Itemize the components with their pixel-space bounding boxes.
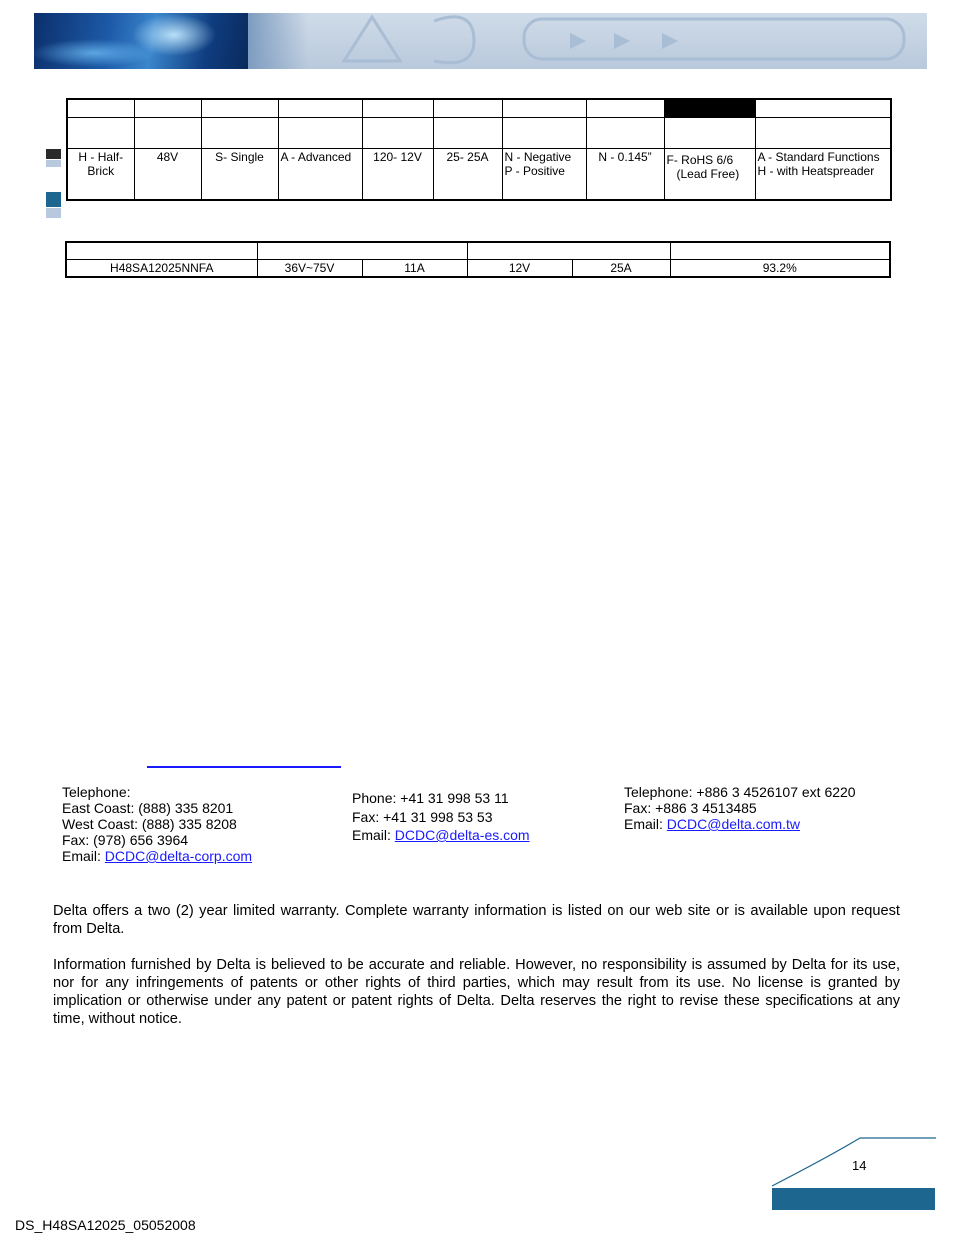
option-cell: [201, 149, 278, 201]
option-text: 25- 25A: [446, 150, 489, 164]
asia-fax: Fax: +886 3 4513485: [624, 800, 757, 816]
option-text: H - Half-: [78, 150, 124, 164]
document-id: DS_H48SA12025_05052008: [15, 1217, 196, 1233]
table-cell: [586, 99, 664, 118]
option-text: S- Single: [215, 150, 264, 164]
option-text: A - Advanced: [280, 150, 352, 164]
contact-europe: [352, 789, 530, 845]
side-swatch-light: [46, 160, 61, 167]
table-header-row: [66, 242, 890, 260]
table-cell: [664, 118, 755, 149]
table-cell: [755, 118, 891, 149]
model-table: [65, 241, 891, 278]
banner-fade: [248, 13, 308, 69]
americas-email-line: [62, 848, 252, 864]
table-cell: [755, 99, 891, 118]
disclaimer-paragraph: Information furnished by Delta is believed to be accurate and reliable. However, no responsibility is assumed by Delta for its use, nor for any infringements of patents or other rights of third parties, which may result from its use. No license is granted by implication or otherwise under any patent or patent rights of Delta. Delta reserves the right to revise these specifications at any time, without notice.: [53, 957, 900, 1027]
option-text: H - with Heatspreader: [757, 164, 875, 178]
table-cell: [66, 242, 257, 260]
table-header-row: [67, 99, 891, 118]
table-cell: [586, 118, 664, 149]
americas-east-coast: East Coast: (888) 335 8201: [62, 800, 234, 816]
table-cell: [433, 99, 502, 118]
input-voltage-cell: 36V~75V: [257, 260, 362, 278]
banner-photo: [34, 13, 248, 69]
contact-asia: [624, 784, 856, 832]
table-cell: [278, 99, 362, 118]
table-row: [67, 118, 891, 149]
option-cell: [67, 149, 134, 201]
option-cell: [755, 149, 891, 201]
option-text: F- RoHS 6/6: [666, 153, 734, 167]
asia-email-link[interactable]: DCDC@delta.com.tw: [666, 816, 801, 832]
table-cell: [134, 118, 201, 149]
table-cell: [362, 99, 433, 118]
table-cell: [257, 242, 467, 260]
option-text: A - Standard Functions: [757, 150, 880, 164]
side-swatch-light-2: [46, 208, 61, 218]
table-cell: [362, 118, 433, 149]
table-cell: [467, 242, 670, 260]
option-cell: [586, 149, 664, 201]
table-cell-highlighted: [664, 99, 755, 118]
table-cell: [502, 99, 586, 118]
table-cell: [201, 99, 278, 118]
table-cell: [134, 99, 201, 118]
contact-americas: [62, 784, 252, 864]
part-number-table: [66, 98, 892, 201]
option-text: N - 0.145”: [598, 150, 652, 164]
email-label: Email:: [624, 816, 667, 832]
options-row: [67, 149, 891, 201]
page-number: 14: [852, 1158, 867, 1173]
option-cell: [664, 149, 755, 201]
option-cell: [433, 149, 502, 201]
table-cell: [670, 242, 890, 260]
europe-email-line: [352, 826, 530, 845]
table-cell: [502, 118, 586, 149]
table-row: [66, 260, 890, 278]
americas-telephone-label: Telephone:: [62, 784, 131, 800]
option-text: P - Positive: [504, 164, 565, 178]
option-text: (Lead Free): [676, 167, 740, 181]
banner-decor-shapes: [324, 13, 924, 69]
side-swatch-dark: [46, 149, 61, 159]
asia-telephone: Telephone: +886 3 4526107 ext 6220: [624, 784, 856, 800]
option-text: Brick: [87, 164, 115, 178]
table-cell: [433, 118, 502, 149]
input-current-cell: 11A: [362, 260, 467, 278]
table-cell: [201, 118, 278, 149]
output-voltage-cell: 12V: [467, 260, 572, 278]
europe-email-link[interactable]: DCDC@delta-es.com: [394, 827, 530, 843]
table-cell: [67, 99, 134, 118]
option-cell: [278, 149, 362, 201]
model-number-cell: H48SA12025NNFA: [66, 260, 257, 278]
europe-phone: Phone: +41 31 998 53 11: [352, 790, 509, 806]
americas-email-link[interactable]: DCDC@delta-corp.com: [104, 848, 253, 864]
side-swatch-blue: [46, 192, 61, 207]
website-link-underline[interactable]: [147, 766, 341, 768]
option-cell: [502, 149, 586, 201]
europe-fax: Fax: +41 31 998 53 53: [352, 808, 493, 825]
americas-fax: Fax: (978) 656 3964: [62, 832, 189, 848]
efficiency-cell: 93.2%: [670, 260, 890, 278]
option-text: 48V: [156, 150, 179, 164]
option-cell: [134, 149, 201, 201]
email-label: Email:: [62, 848, 105, 864]
table-cell: [67, 118, 134, 149]
table-cell: [278, 118, 362, 149]
output-current-cell: 25A: [572, 260, 670, 278]
option-text: N - Negative: [504, 150, 572, 164]
option-text: 120- 12V: [373, 150, 422, 164]
asia-email-line: [624, 816, 856, 832]
header-banner: [34, 13, 927, 69]
footer-bar: [772, 1188, 935, 1210]
americas-west-coast: West Coast: (888) 335 8208: [62, 816, 237, 832]
option-cell: [362, 149, 433, 201]
warranty-paragraph: Delta offers a two (2) year limited warranty. Complete warranty information is listed on our web site or is available upon request from Delta.: [53, 903, 900, 937]
email-label: Email:: [352, 827, 395, 843]
